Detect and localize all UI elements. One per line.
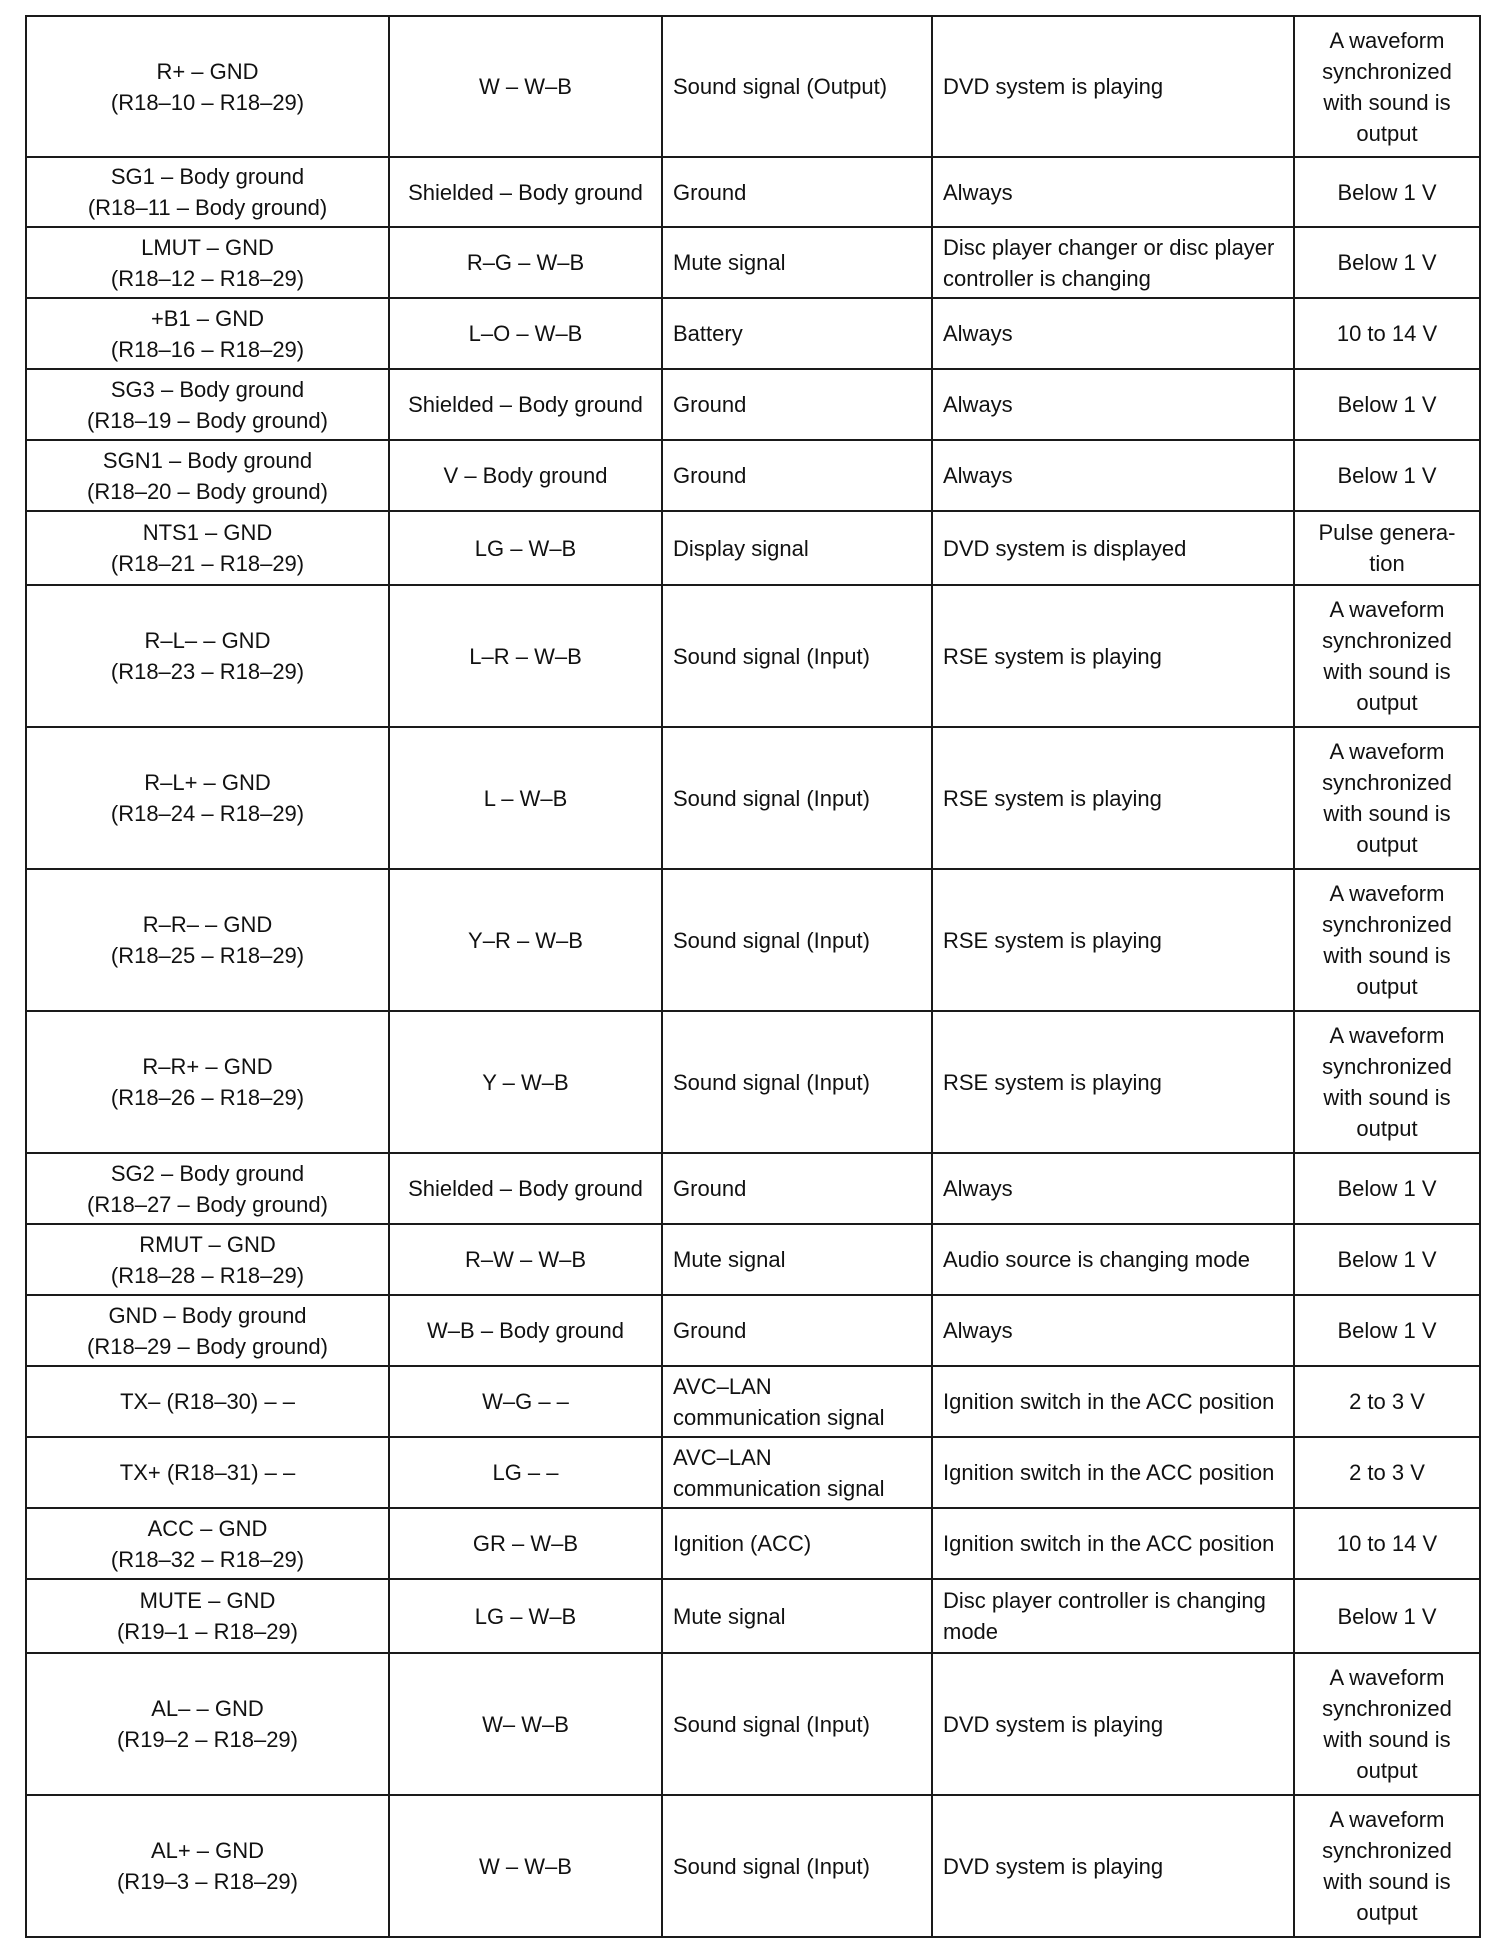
specified-condition-text: 10 to 14 V bbox=[1336, 321, 1438, 346]
specified-condition-text: Below 1 V bbox=[1337, 1318, 1437, 1343]
description-text: Sound signal (Input) bbox=[673, 927, 870, 953]
terminal-line: R+ – GND bbox=[156, 58, 259, 84]
terminal-line: RMUT – GND bbox=[139, 1231, 276, 1257]
terminal-line: (R19–2 – R18–29) bbox=[116, 1727, 298, 1752]
terminal-cell bbox=[26, 157, 389, 227]
table-row bbox=[26, 585, 1480, 727]
wiring-color-text: R–W – W–B bbox=[464, 1247, 587, 1272]
terminal-cell bbox=[26, 1508, 389, 1579]
description-cell bbox=[662, 1579, 932, 1653]
table-row bbox=[26, 298, 1480, 369]
specified-condition-text: Below 1 V bbox=[1337, 250, 1437, 275]
terminal-line: R–R– – GND bbox=[142, 912, 273, 937]
wiring-color-cell bbox=[389, 157, 662, 227]
specified-condition-text: A waveform synchronized with sound is output bbox=[1322, 1665, 1452, 1783]
table-row bbox=[26, 727, 1480, 869]
description-text: Sound signal (Input) bbox=[673, 643, 870, 669]
condition-cell bbox=[932, 869, 1294, 1011]
wiring-color-text: LG – W–B bbox=[474, 535, 577, 561]
specified-condition-text: A waveform synchronized with sound is output bbox=[1322, 27, 1452, 146]
table-row bbox=[26, 1295, 1480, 1366]
wiring-color-text: W – W–B bbox=[479, 1853, 572, 1879]
specified-condition-text: A waveform synchronized with sound is output bbox=[1322, 1807, 1452, 1925]
description-cell bbox=[662, 1508, 932, 1579]
wiring-color-text: LG – W–B bbox=[474, 1603, 577, 1629]
description-cell bbox=[662, 1437, 932, 1508]
specified-condition-text: A waveform synchronized with sound is output bbox=[1322, 597, 1452, 715]
specified-condition-text: A waveform synchronized with sound is output bbox=[1322, 739, 1452, 857]
terminal-cell bbox=[26, 298, 389, 369]
description-text: Mute signal bbox=[673, 1603, 786, 1629]
wiring-color-cell bbox=[389, 440, 662, 511]
condition-text: Ignition switch in the ACC position bbox=[943, 1531, 1275, 1556]
terminal-cell bbox=[26, 1011, 389, 1153]
specified-condition-cell bbox=[1294, 1508, 1480, 1579]
specified-condition-text: Below 1 V bbox=[1337, 1247, 1437, 1272]
terminal-cell bbox=[26, 440, 389, 511]
wiring-color-cell bbox=[389, 1653, 662, 1795]
description-text: Mute signal bbox=[673, 250, 786, 275]
terminal-line: R–L+ – GND bbox=[144, 770, 271, 795]
wiring-color-cell bbox=[389, 16, 662, 157]
description-cell bbox=[662, 227, 932, 298]
condition-text: Always bbox=[943, 392, 1013, 417]
terminal-cell bbox=[26, 1653, 389, 1795]
description-cell bbox=[662, 440, 932, 511]
description-cell bbox=[662, 585, 932, 727]
wiring-color-cell bbox=[389, 1153, 662, 1224]
specified-condition-cell bbox=[1294, 1295, 1480, 1366]
condition-text: Always bbox=[943, 179, 1013, 205]
terminal-cell bbox=[26, 1795, 389, 1937]
wiring-color-cell bbox=[389, 1795, 662, 1937]
description-text: AVC–LAN communication signal bbox=[673, 1373, 885, 1430]
specified-condition-text: Pulse genera- tion bbox=[1318, 520, 1456, 576]
wiring-color-text: GR – W–B bbox=[472, 1531, 579, 1556]
condition-cell bbox=[932, 1579, 1294, 1653]
specified-condition-cell bbox=[1294, 1224, 1480, 1295]
description-text: Sound signal (Input) bbox=[673, 785, 870, 811]
description-cell bbox=[662, 1366, 932, 1437]
condition-cell bbox=[932, 1224, 1294, 1295]
terminal-line: SG3 – Body ground bbox=[110, 376, 305, 402]
specified-condition-cell bbox=[1294, 869, 1480, 1011]
terminal-line: SGN1 – Body ground bbox=[102, 447, 313, 473]
description-text: Ground bbox=[673, 1176, 747, 1201]
description-text: Sound signal (Input) bbox=[673, 1853, 870, 1879]
wiring-color-cell bbox=[389, 298, 662, 369]
description-text: Sound signal (Output) bbox=[673, 74, 888, 99]
wiring-color-text: L–R – W–B bbox=[469, 643, 582, 669]
terminal-cell bbox=[26, 369, 389, 440]
wiring-color-cell bbox=[389, 1224, 662, 1295]
wiring-color-cell bbox=[389, 1508, 662, 1579]
terminal-cell bbox=[26, 1224, 389, 1295]
condition-cell bbox=[932, 1508, 1294, 1579]
table-row bbox=[26, 369, 1480, 440]
description-cell bbox=[662, 298, 932, 369]
specified-condition-cell bbox=[1294, 157, 1480, 227]
description-text: Ground bbox=[673, 463, 747, 488]
specified-condition-cell bbox=[1294, 1011, 1480, 1153]
terminal-line: TX– (R18–30) – – bbox=[120, 1389, 295, 1414]
table-row bbox=[26, 1437, 1480, 1508]
specified-condition-cell bbox=[1294, 1153, 1480, 1224]
terminal-cell bbox=[26, 511, 389, 585]
terminal-line: (R18–11 – Body ground) bbox=[87, 195, 328, 220]
wiring-color-text: L – W–B bbox=[483, 785, 568, 811]
condition-text: Always bbox=[943, 1318, 1013, 1343]
description-cell bbox=[662, 369, 932, 440]
specified-condition-cell bbox=[1294, 1653, 1480, 1795]
terminal-line: SG1 – Body ground bbox=[110, 164, 305, 189]
specified-condition-text: 10 to 14 V bbox=[1336, 1531, 1438, 1556]
condition-cell bbox=[932, 1795, 1294, 1937]
terminal-line: AL+ – GND bbox=[150, 1838, 265, 1863]
terminal-line: TX+ (R18–31) – – bbox=[119, 1460, 296, 1485]
description-text: AVC–LAN communication signal bbox=[673, 1444, 885, 1501]
condition-cell bbox=[932, 1011, 1294, 1153]
terminal-cell bbox=[26, 585, 389, 727]
specified-condition-cell bbox=[1294, 298, 1480, 369]
wiring-color-cell bbox=[389, 227, 662, 298]
condition-cell bbox=[932, 1653, 1294, 1795]
terminal-line: R–R+ – GND bbox=[142, 1054, 273, 1079]
specified-condition-cell bbox=[1294, 440, 1480, 511]
terminal-line: LMUT – GND bbox=[141, 234, 274, 260]
terminal-line: (R18–32 – R18–29) bbox=[110, 1546, 305, 1572]
description-cell bbox=[662, 1224, 932, 1295]
table-row bbox=[26, 1508, 1480, 1579]
specified-condition-cell bbox=[1294, 227, 1480, 298]
specified-condition-text: Below 1 V bbox=[1337, 1603, 1437, 1629]
terminal-line: (R18–21 – R18–29) bbox=[110, 551, 305, 576]
wiring-color-text: R–G – W–B bbox=[466, 250, 585, 275]
wiring-color-text: V – Body ground bbox=[443, 463, 608, 488]
terminal-cell bbox=[26, 1366, 389, 1437]
specified-condition-cell bbox=[1294, 1366, 1480, 1437]
terminal-cell bbox=[26, 1153, 389, 1224]
specified-condition-text: Below 1 V bbox=[1337, 179, 1437, 205]
wiring-color-cell bbox=[389, 585, 662, 727]
terminal-line: (R19–3 – R18–29) bbox=[116, 1869, 298, 1894]
table-row bbox=[26, 1653, 1480, 1795]
specified-condition-cell bbox=[1294, 727, 1480, 869]
condition-text: DVD system is displayed bbox=[943, 535, 1187, 561]
wiring-color-text: LG – – bbox=[492, 1460, 559, 1485]
specified-condition-text: 2 to 3 V bbox=[1349, 1389, 1425, 1414]
terminal-line: +B1 – GND bbox=[150, 305, 265, 331]
condition-cell bbox=[932, 440, 1294, 511]
table-row bbox=[26, 440, 1480, 511]
wiring-color-text: Y – W–B bbox=[482, 1069, 569, 1095]
condition-cell bbox=[932, 157, 1294, 227]
table-row bbox=[26, 1579, 1480, 1653]
terminal-spec-table bbox=[25, 15, 1481, 1938]
wiring-color-text: W – W–B bbox=[479, 74, 572, 99]
terminal-line: (R18–27 – Body ground) bbox=[87, 1191, 328, 1217]
condition-text: Disc player controller is changing mode bbox=[943, 1588, 1266, 1644]
condition-cell bbox=[932, 1366, 1294, 1437]
specified-condition-cell bbox=[1294, 1437, 1480, 1508]
description-text: Ground bbox=[673, 1318, 747, 1343]
description-text: Sound signal (Input) bbox=[673, 1711, 870, 1737]
condition-cell bbox=[932, 298, 1294, 369]
wiring-color-text: W–B – Body ground bbox=[427, 1318, 624, 1343]
specified-condition-cell bbox=[1294, 585, 1480, 727]
specified-condition-cell bbox=[1294, 511, 1480, 585]
table-row bbox=[26, 511, 1480, 585]
description-cell bbox=[662, 1795, 932, 1937]
description-text: Display signal bbox=[673, 535, 809, 561]
table-row bbox=[26, 1153, 1480, 1224]
terminal-line: (R18–10 – R18–29) bbox=[110, 89, 305, 115]
description-text: Battery bbox=[673, 321, 743, 346]
condition-cell bbox=[932, 1295, 1294, 1366]
specified-condition-cell bbox=[1294, 1795, 1480, 1937]
wiring-color-text: Y–R – W–B bbox=[468, 927, 583, 953]
specified-condition-text: A waveform synchronized with sound is output bbox=[1322, 881, 1452, 999]
condition-cell bbox=[932, 1437, 1294, 1508]
terminal-line: (R18–26 – R18–29) bbox=[110, 1085, 305, 1110]
table-row bbox=[26, 1366, 1480, 1437]
condition-cell bbox=[932, 585, 1294, 727]
wiring-color-text: W– W–B bbox=[482, 1711, 569, 1737]
specified-condition-text: A waveform synchronized with sound is output bbox=[1322, 1023, 1452, 1141]
terminal-line: (R18–24 – R18–29) bbox=[110, 801, 305, 826]
wiring-color-text: Shielded – Body ground bbox=[408, 392, 643, 417]
condition-text: Ignition switch in the ACC position bbox=[943, 1460, 1275, 1485]
condition-text: Audio source is changing mode bbox=[943, 1247, 1250, 1272]
specified-condition-text: 2 to 3 V bbox=[1349, 1460, 1425, 1485]
condition-text: Always bbox=[943, 1176, 1013, 1201]
wiring-color-cell bbox=[389, 1011, 662, 1153]
terminal-line: (R18–25 – R18–29) bbox=[110, 943, 305, 968]
specified-condition-cell bbox=[1294, 16, 1480, 157]
condition-cell bbox=[932, 727, 1294, 869]
wiring-color-cell bbox=[389, 1579, 662, 1653]
description-cell bbox=[662, 727, 932, 869]
description-text: Ground bbox=[673, 392, 747, 417]
condition-text: DVD system is playing bbox=[943, 1853, 1164, 1879]
wiring-color-text: W–G – – bbox=[482, 1389, 569, 1414]
condition-cell bbox=[932, 1153, 1294, 1224]
wiring-color-cell bbox=[389, 869, 662, 1011]
description-cell bbox=[662, 1295, 932, 1366]
terminal-line: (R18–20 – Body ground) bbox=[87, 478, 328, 504]
table-row bbox=[26, 1011, 1480, 1153]
terminal-cell bbox=[26, 16, 389, 157]
table-row bbox=[26, 227, 1480, 298]
wiring-color-cell bbox=[389, 369, 662, 440]
wiring-color-cell bbox=[389, 1366, 662, 1437]
terminal-line: (R18–19 – Body ground) bbox=[87, 407, 328, 433]
terminal-line: R–L– – GND bbox=[144, 628, 271, 653]
description-cell bbox=[662, 157, 932, 227]
specified-condition-text: Below 1 V bbox=[1337, 1176, 1437, 1201]
terminal-cell bbox=[26, 727, 389, 869]
terminal-line: (R18–28 – R18–29) bbox=[110, 1262, 305, 1288]
description-cell bbox=[662, 869, 932, 1011]
table-row bbox=[26, 869, 1480, 1011]
condition-text: Disc player changer or disc player controller is changing bbox=[943, 234, 1275, 291]
description-cell bbox=[662, 1153, 932, 1224]
terminal-line: (R18–12 – R18–29) bbox=[110, 265, 305, 291]
description-cell bbox=[662, 1653, 932, 1795]
condition-text: DVD system is playing bbox=[943, 74, 1164, 99]
condition-text: RSE system is playing bbox=[943, 927, 1162, 953]
description-cell bbox=[662, 16, 932, 157]
condition-text: Always bbox=[943, 321, 1013, 346]
specified-condition-cell bbox=[1294, 1579, 1480, 1653]
wiring-color-cell bbox=[389, 1295, 662, 1366]
wiring-color-text: Shielded – Body ground bbox=[408, 1176, 643, 1201]
terminal-line: (R18–16 – R18–29) bbox=[110, 336, 305, 362]
description-cell bbox=[662, 511, 932, 585]
description-text: Sound signal (Input) bbox=[673, 1069, 870, 1095]
description-text: Ground bbox=[673, 179, 747, 205]
condition-cell bbox=[932, 511, 1294, 585]
description-text: Mute signal bbox=[673, 1247, 786, 1272]
table-row bbox=[26, 16, 1480, 157]
terminal-cell bbox=[26, 1579, 389, 1653]
wiring-color-cell bbox=[389, 727, 662, 869]
terminal-line: NTS1 – GND bbox=[142, 520, 273, 545]
terminal-cell bbox=[26, 869, 389, 1011]
condition-text: Ignition switch in the ACC position bbox=[943, 1389, 1275, 1414]
condition-text: RSE system is playing bbox=[943, 1069, 1162, 1095]
terminal-line: AL– – GND bbox=[151, 1696, 264, 1721]
specified-condition-text: Below 1 V bbox=[1337, 392, 1437, 417]
wiring-color-text: L–O – W–B bbox=[468, 321, 583, 346]
table-row bbox=[26, 1795, 1480, 1937]
terminal-line: (R18–23 – R18–29) bbox=[110, 659, 305, 684]
table-row bbox=[26, 157, 1480, 227]
terminal-cell bbox=[26, 1295, 389, 1366]
wiring-color-cell bbox=[389, 1437, 662, 1508]
terminal-line: GND – Body ground bbox=[108, 1302, 307, 1328]
specified-condition-cell bbox=[1294, 369, 1480, 440]
condition-text: DVD system is playing bbox=[943, 1711, 1164, 1737]
wiring-color-cell bbox=[389, 511, 662, 585]
terminal-cell bbox=[26, 1437, 389, 1508]
terminal-line: (R18–29 – Body ground) bbox=[87, 1333, 328, 1359]
table-body bbox=[26, 16, 1480, 1937]
condition-cell bbox=[932, 369, 1294, 440]
specified-condition-text: Below 1 V bbox=[1337, 463, 1437, 488]
condition-cell bbox=[932, 227, 1294, 298]
description-text: Ignition (ACC) bbox=[673, 1531, 812, 1556]
terminal-line: SG2 – Body ground bbox=[110, 1160, 305, 1186]
table-row bbox=[26, 1224, 1480, 1295]
terminal-line: MUTE – GND bbox=[139, 1588, 276, 1613]
condition-text: Always bbox=[943, 463, 1013, 488]
condition-text: RSE system is playing bbox=[943, 643, 1162, 669]
terminal-line: (R19–1 – R18–29) bbox=[116, 1619, 298, 1644]
terminal-line: ACC – GND bbox=[147, 1515, 268, 1541]
terminal-cell bbox=[26, 227, 389, 298]
description-cell bbox=[662, 1011, 932, 1153]
wiring-color-text: Shielded – Body ground bbox=[408, 179, 643, 205]
condition-cell bbox=[932, 16, 1294, 157]
condition-text: RSE system is playing bbox=[943, 785, 1162, 811]
